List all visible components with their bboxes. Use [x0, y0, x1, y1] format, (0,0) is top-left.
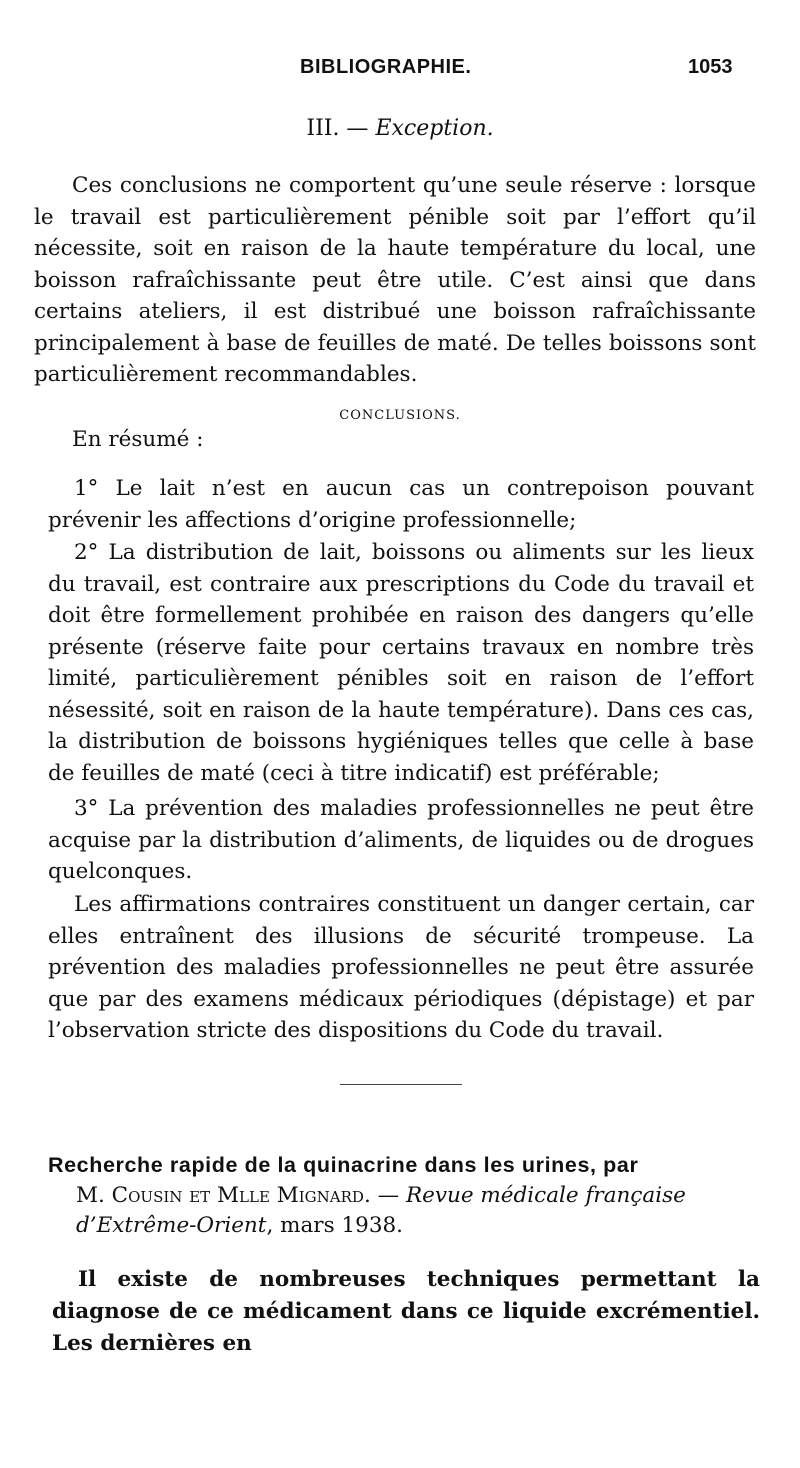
article-title: Recherche rapide de la quinacrine dans les urines, par — [48, 1153, 639, 1177]
section-title: Exception. — [375, 116, 494, 141]
section-number: III. — — [306, 116, 369, 141]
conclusion-item-1: 1° Le lait n’est en aucun cas un contrepoison pouvant prévenir les affections d’origine professionnelle; — [48, 476, 754, 533]
source-dash: — — [370, 1183, 406, 1208]
page-number: 1053 — [688, 56, 733, 78]
exception-paragraph: Ces conclusions ne comportent qu’une seule réserve : lorsque le travail est particulièrement pénible soit par l’effort qu’il nécessite, soit en raison de la haute température du local, une boisson rafraîchissante peut être utile. C’est ainsi que dans certains ateliers, il est distribué une boisson rafraîchissante principalement à base de feuilles de maté. De telles boissons sont particulièrement recommandables. — [34, 173, 756, 387]
conclusion-item-3: 3° La prévention des maladies professionnelles ne peut être acquise par la distribution d’aliments, de liquides ou de drogues quelconques. — [48, 796, 754, 884]
article-source — [48, 1181, 760, 1241]
review-paragraph: Il existe de nombreuses techniques permettant la diagnose de ce médicament dans ce liquide excrémentiel. Les dernières en — [52, 1267, 760, 1356]
closing-paragraph: Les affirmations contraires constituent un danger certain, car elles entraînent des illusions de sécurité trompeuse. La prévention des maladies professionnelles ne peut être assurée que par des examens médicaux périodiques (dépistage) et par l’observation stricte des dispositions du Code du travail. — [48, 892, 754, 1043]
summary-intro: En résumé : — [72, 427, 204, 452]
journal-name: Revue médicale française d’Extrême-Orient — [76, 1183, 686, 1238]
section-separator — [340, 1084, 462, 1085]
conclusions-heading: CONCLUSIONS. — [339, 408, 461, 423]
publication-date: , mars 1938. — [266, 1213, 404, 1238]
bibliography-entry — [48, 1150, 760, 1241]
conclusion-item-2: 2° La distribution de lait, boissons ou aliments sur les lieux du travail, est contraire aux prescriptions du Code du travail et doit être formellement prohibée en raison des dangers qu’elle présente (réserve faite pour certains travaux en nombre très limité, particulièrement pénibles soit en raison de l’effort nésessité, soit en raison de la haute température). Dans ces cas, la distribution de boissons hygiéniques telles que celle à base de feuilles de maté (ceci à titre indicatif) est préférable; — [48, 540, 754, 786]
article-authors: M. Cousin et Mlle Mignard. — [76, 1183, 371, 1208]
running-title: BIBLIOGRAPHIE. — [300, 56, 472, 78]
page-header — [0, 56, 800, 86]
section-heading — [0, 116, 800, 141]
